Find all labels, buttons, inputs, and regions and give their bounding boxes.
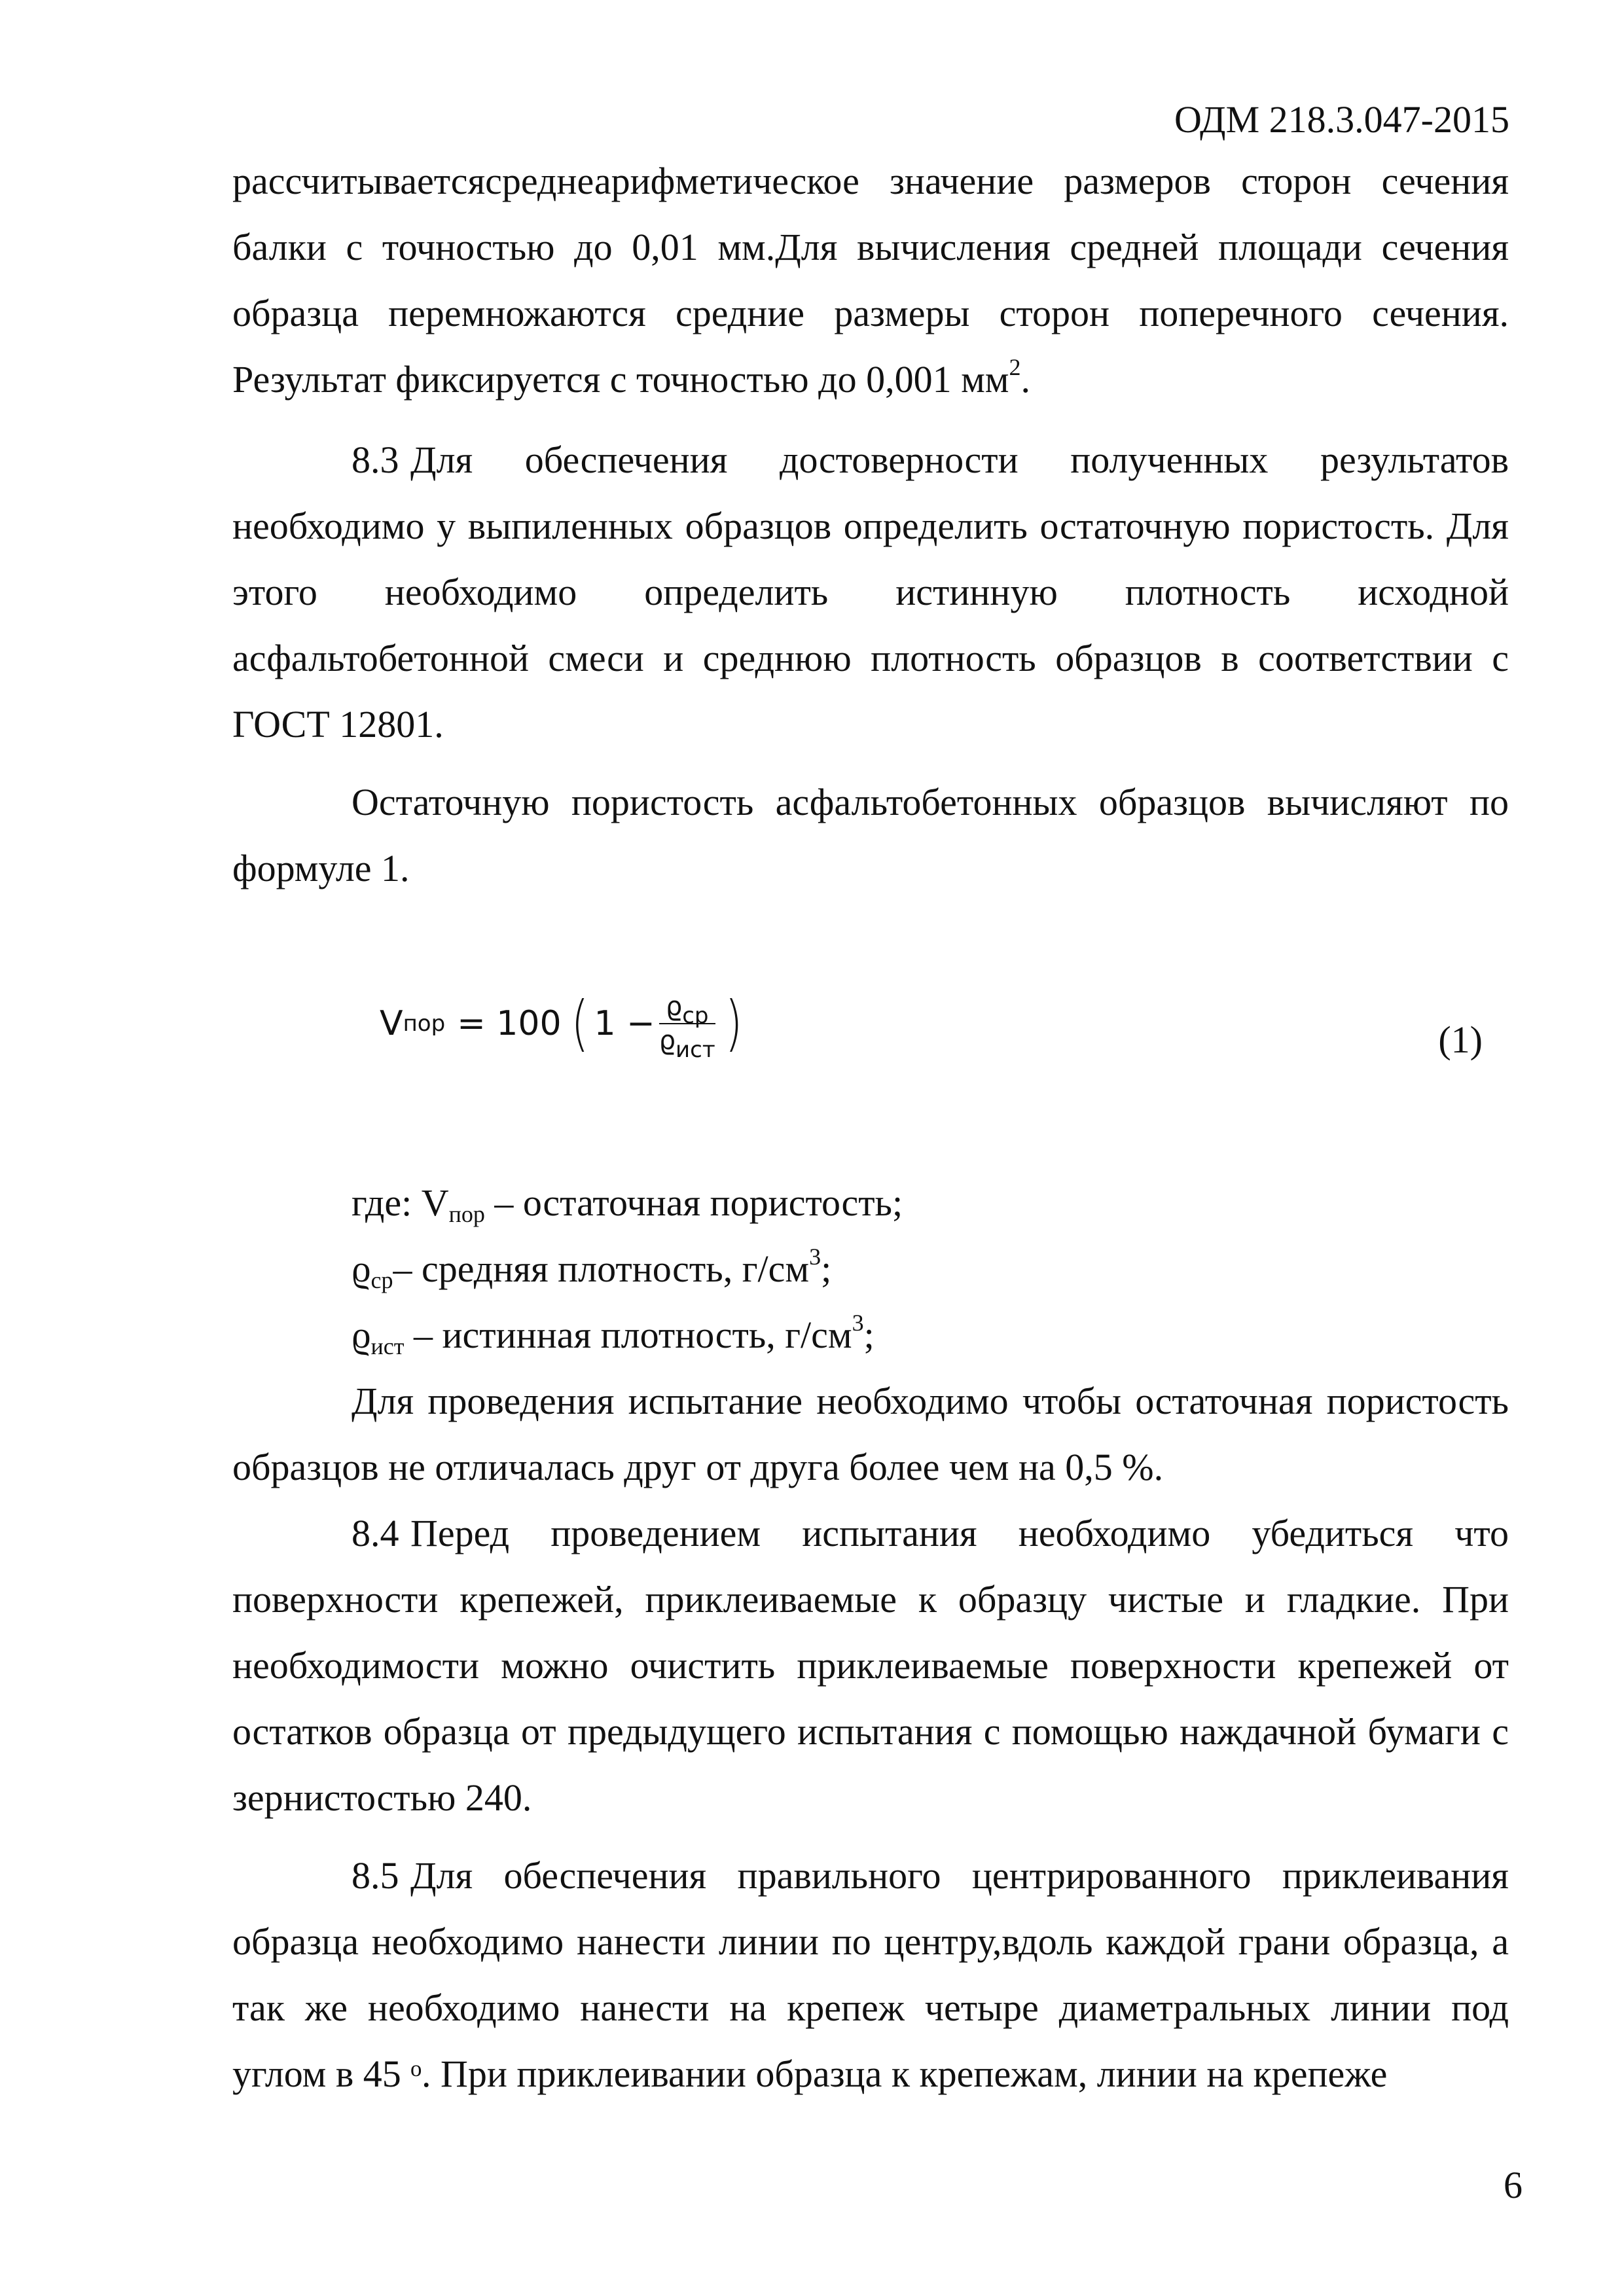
- formula-block: [232, 980, 1509, 1124]
- section-8-3: [232, 427, 1509, 757]
- page-number: 6: [1504, 2164, 1523, 2206]
- definition-average-density: [232, 1236, 1509, 1302]
- formula-equals: = 100: [457, 1004, 562, 1043]
- section-8-4-text: Перед проведением испытания необходимо убедиться что поверхности крепежей, приклеиваемые к образцу чистые и гладкие. При необходимости можно очистить приклеиваемые поверхности крепежей от остатков образца от предыдущего испытания с помощью наждачной бумаги с зернистостью 240.: [232, 1512, 1509, 1819]
- def3-text: – истинная плотность, г/см: [404, 1314, 852, 1356]
- section-8-3-text: Для обеспечения достоверности полученных результатов необходимо у выпиленных образцов определить остаточную пористость. Для этого необходимо определить истинную плотность исходной асфальтобетонной смеси и среднюю плотность образцов в соответствии с ГОСТ 12801.: [232, 439, 1509, 745]
- def2-end: ;: [821, 1247, 832, 1290]
- formula-fraction: [659, 992, 715, 1063]
- numerator-sub: ср: [682, 1003, 709, 1029]
- formula-definitions: [232, 1170, 1509, 1368]
- paragraph-test-condition: Для проведения испытание необходимо чтобы остаточная пористость образцов не отличалась друг от друга более чем на 0,5 %.: [232, 1380, 1509, 1488]
- definition-porosity: [232, 1170, 1509, 1236]
- definition-true-density: [232, 1302, 1509, 1368]
- def2-sup: 3: [809, 1244, 821, 1270]
- denominator-sub: ист: [676, 1037, 715, 1063]
- section-8-5: [232, 1842, 1509, 2107]
- def3-sup: 3: [852, 1310, 864, 1336]
- def3-symbol: ϱ: [352, 1314, 371, 1356]
- def1-sub: пор: [448, 1201, 485, 1227]
- section-number: 8.3: [352, 439, 399, 481]
- def1-text: – остаточная пористость;: [484, 1181, 903, 1224]
- def3-end: ;: [863, 1314, 875, 1356]
- numerator-symbol: ϱ: [665, 992, 683, 1022]
- square-superscript: 2: [1009, 354, 1021, 380]
- section-8-4: [232, 1500, 1509, 1831]
- def3-sub: ист: [370, 1333, 405, 1359]
- document-code-header: ОДМ 218.3.047-2015: [1174, 98, 1509, 141]
- equation-number: (1): [1438, 1018, 1483, 1061]
- section-8-5-text: Для обеспечения правильного центрированного приклеивания образца необходимо нанести линии по центру,вдоль каждой грани образца, а так же необходимо нанести на крепеж четыре диаметральных линии под углом в 45 ᵒ. При приклеивании образца к крепежам, линии на крепеже: [232, 1854, 1509, 2095]
- formula-lhs: V: [380, 1004, 403, 1043]
- formula-open-paren: (: [571, 988, 588, 1058]
- fraction-denominator: [659, 1026, 715, 1063]
- section-number: 8.5: [352, 1854, 399, 1897]
- paragraph-cross-section-text: рассчитываетсясреднеарифметическое значение размеров сторон сечения балки с точностью до 0,01 мм.Для вычисления средней площади сечения образца перемножаются средние размеры сторон поперечного сечения. Результат фиксируется с точностью до 0,001 мм: [232, 160, 1509, 401]
- fraction-numerator: [665, 992, 709, 1029]
- paragraph-cross-section: [232, 148, 1509, 412]
- porosity-formula: V пор = 100 ( 1 − $\frac{ϱ_{ср}}{ϱ_{ист}}$ ): [380, 988, 743, 1063]
- fraction-bar: [659, 1023, 715, 1024]
- def2-symbol: ϱ: [352, 1247, 371, 1290]
- formula-one-minus: 1 −: [594, 1004, 655, 1043]
- formula-close-paren: ): [725, 988, 743, 1058]
- formula-intro: Остаточную пористость асфальтобетонных образцов вычисляют по формуле 1.: [232, 781, 1509, 889]
- def1-prefix: где: V: [352, 1181, 449, 1224]
- page-content: [232, 148, 1509, 2107]
- denominator-symbol: ϱ: [659, 1026, 676, 1056]
- section-number: 8.4: [352, 1512, 399, 1554]
- def2-text: – средняя плотность, г/см: [393, 1247, 810, 1290]
- def2-sub: ср: [370, 1267, 393, 1293]
- paragraph-cross-section-end: .: [1020, 358, 1031, 401]
